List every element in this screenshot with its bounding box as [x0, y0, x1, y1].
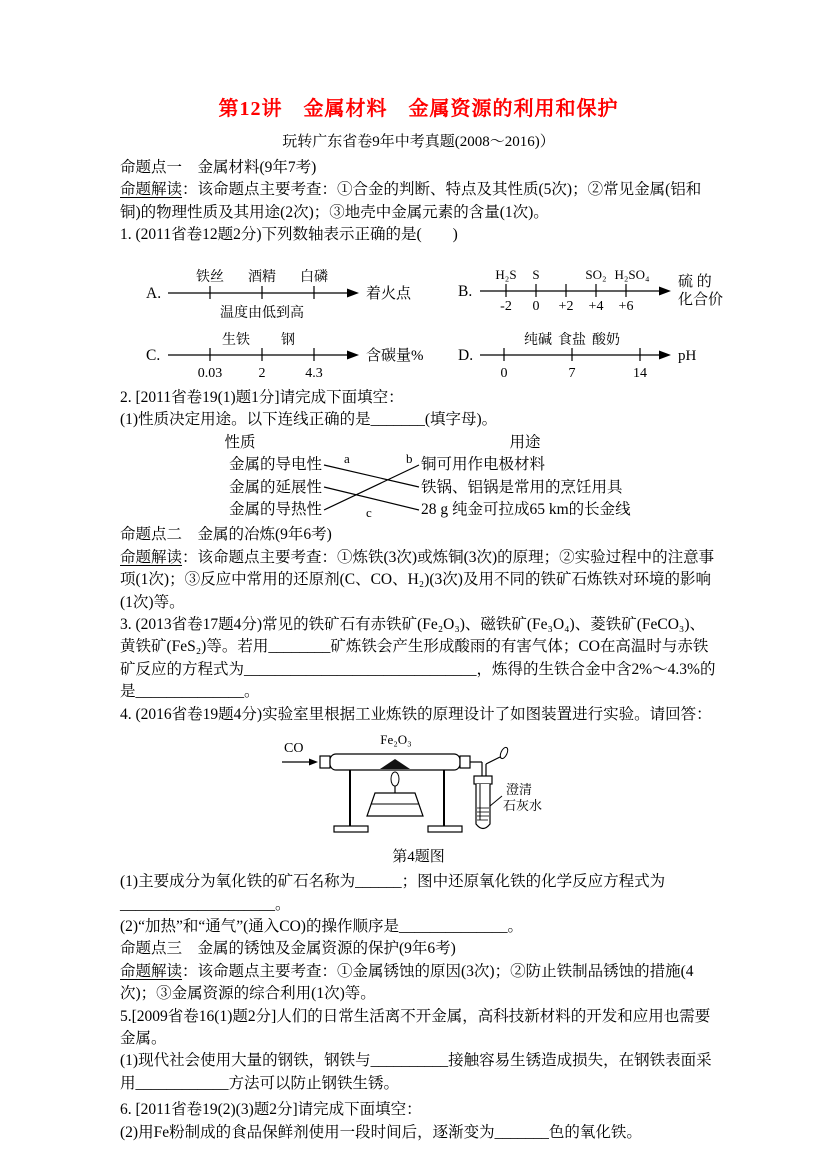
option-c-letter: C.: [146, 346, 161, 364]
tick-value: 0.03: [197, 365, 223, 381]
tick-label: 白磷: [300, 269, 328, 285]
analysis-text: ：该命题点主要考查：①金属锈蚀的原因(3次)；②防止铁制品锈蚀的措施(4次)；③金属资源的综合利用(1次)等。: [120, 962, 694, 1003]
gas-flow-arrowhead-icon: [309, 759, 318, 766]
property-item: 金属的导热性: [228, 501, 322, 519]
question-2-sub1: (1)性质决定用途。以下连线正确的是_______(填字母)。: [120, 411, 498, 429]
tick-label: 铁丝: [196, 269, 224, 285]
axis-arrow-icon: [347, 350, 359, 359]
property-item: 金属的导电性: [228, 456, 322, 474]
option-b-letter: B.: [458, 282, 473, 300]
limewater-label-line2: 石灰水: [502, 798, 542, 814]
numberline-option-c: [144, 325, 444, 385]
question-4-sub2: (2)“加热”和“通气”(通入CO)的操作顺序是______________。: [120, 917, 523, 935]
analysis-label: 命题解读: [120, 962, 183, 980]
segment-label: 生铁: [222, 332, 250, 348]
tick-value: +4: [588, 298, 604, 314]
axis-title: 着火点: [366, 285, 412, 302]
use-item: 28 g 纯金可拉成65 km的长金线: [421, 501, 631, 519]
question-2-stem: 2. [2011省卷19(1)题1分]请完成下面填空：: [120, 388, 404, 406]
property-item: 金属的延展性: [228, 478, 322, 496]
tick-value: 2: [258, 365, 266, 381]
segment-label: 钢: [281, 332, 295, 348]
section-heading-point2: 命题点二 金属的冶炼(9年6考): [120, 526, 332, 544]
match-line-b: [324, 465, 419, 510]
experiment-apparatus-figure: [276, 730, 562, 847]
matching-lines: [324, 451, 419, 522]
matching-header-right: 用途: [509, 434, 541, 452]
question-6-sub2: (2)用Fe粉制成的食品保鲜剂使用一段时间后，逐渐变为_______色的氧化铁。: [120, 1123, 642, 1141]
option-a-letter: A.: [146, 284, 162, 302]
tube-stopper-left: [320, 756, 330, 768]
tick-label: S: [532, 266, 540, 282]
tick-value: +6: [618, 298, 634, 314]
question-1-options: [144, 253, 724, 385]
tick-value: 7: [568, 365, 576, 381]
tick-value: 0: [532, 298, 540, 314]
question-4-sub1a: (1)主要成分为氧化铁的矿石名称为______；图中还原氧化铁的化学反应方程式为: [120, 873, 666, 891]
limewater-label-line1: 澄清: [505, 782, 532, 798]
question-1-stem: 1. (2011省卷12题2分)下列数轴表示正确的是( ): [120, 226, 458, 244]
tube-stopper-right: [460, 756, 470, 768]
exhaust-tube-bend: [486, 757, 500, 764]
question-5-sub1: (1)现代社会使用大量的钢铁，钢铁与__________接触容易生锈造成损失，在钢铁表面采用____________方法可以防止钢铁生锈。: [120, 1052, 712, 1092]
line-label-b: b: [406, 451, 413, 467]
tick-value: 0: [500, 365, 508, 381]
tick-label: H₂SO₄: [614, 266, 650, 282]
flame-icon: [391, 772, 399, 786]
analysis-label: 命题解读: [120, 548, 183, 566]
analysis-label: 命题解读: [120, 181, 183, 199]
line-label-a: a: [344, 451, 350, 467]
tick-label: 酒精: [248, 269, 276, 285]
matching-header: [156, 432, 701, 454]
axis-arrow-icon: [659, 286, 671, 295]
axis-title: pH: [678, 347, 697, 364]
numberline-option-a: [144, 253, 444, 323]
tick-value: 4.3: [305, 365, 323, 381]
section-heading-point3: 命题点三 金属的锈蚀及金属资源的保护(9年6考): [120, 940, 456, 958]
match-line-a: [324, 465, 419, 487]
test-tube: [476, 784, 490, 829]
numberline-option-d: [456, 325, 756, 385]
figure-caption: 第4题图: [392, 849, 445, 866]
question-3-text: 3. (2013省卷17题4分)常见的铁矿石有赤铁矿(Fe₂O₃)、磁铁矿(Fe₃O₄)、菱铁矿(FeCO₃)、黄铁矿(FeS₂)等。若用________矿炼铁会产生形成酸雨的有害气体；CO在高温时与赤铁矿反应的方程式为______________________________，炼得的生铁合金中含2%～4.3%的是______________。: [120, 616, 716, 701]
apparatus-diagram: [276, 730, 562, 842]
tick-value: +2: [558, 298, 574, 314]
axis-title-line2: 化合价: [678, 291, 724, 308]
segment-label: 食盐: [558, 332, 586, 348]
exhaust-flame-icon: [498, 746, 509, 759]
iron-oxide-label: Fe₂O₃: [379, 732, 412, 748]
matching-left-column: [156, 454, 324, 522]
page-title: 第12讲 金属材料 金属资源的利用和保护: [218, 98, 619, 120]
matching-header-left: 性质: [224, 434, 256, 452]
iron-stand-left-base: [334, 826, 368, 832]
segment-label: 酸奶: [592, 332, 620, 348]
tick-label: H₂S: [495, 266, 517, 282]
gas-label: CO: [283, 741, 303, 757]
axis-note: 温度由低到高: [220, 305, 304, 321]
question-6-stem: 6. [2011省卷19(2)(3)题2分]请完成下面填空：: [120, 1101, 422, 1119]
matching-right-column: [419, 454, 701, 522]
matching-diagram: [156, 432, 701, 522]
iron-stand-right-base: [428, 826, 462, 832]
tick-value: -2: [500, 298, 512, 314]
numberline-option-b: [456, 253, 756, 323]
test-tube-stopper: [474, 776, 492, 784]
use-item: 铁锅、铝锅是常用的烹饪用具: [421, 478, 623, 496]
tick-label: SO₂: [585, 266, 607, 282]
label-pointer: [490, 796, 502, 806]
question-5-stem: 5.[2009省卷16(1)题2分]人们的日常生活离不开金属，高科技新材料的开发和应用也需要金属。: [120, 1007, 711, 1047]
option-d-letter: D.: [458, 346, 474, 364]
section-heading-point1: 命题点一 金属材料(9年7考): [120, 159, 317, 176]
axis-title-line1: 硫 的: [678, 273, 712, 290]
analysis-point3: [120, 961, 717, 1006]
tick-value: 14: [633, 365, 647, 381]
segment-label: 纯碱: [524, 332, 552, 348]
analysis-text: ：该命题点主要考查：①合金的判断、特点及其性质(5次)；②常见金属(铝和铜)的物理性质及其用途(2次)；③地壳中金属元素的含量(1次)。: [120, 181, 702, 221]
question-4-sub1b: ____________________。: [120, 895, 291, 913]
line-label-c: c: [366, 505, 372, 521]
analysis-point1: [120, 179, 717, 224]
analysis-text: ：该命题点主要考查：①炼铁(3次)或炼铜(3次)的原理；②实验过程中的注意事项(1次)；③反应中常用的还原剂(C、CO、H₂)(3次)及用不同的铁矿石炼铁对环境的影响(1次)等。: [120, 548, 715, 611]
axis-arrow-icon: [659, 350, 671, 359]
analysis-point2: [120, 547, 717, 614]
question-4-stem: 4. (2016省卷19题4分)实验室里根据工业炼铁的原理设计了如图装置进行实验。请回答：: [120, 705, 712, 723]
page-subtitle: 玩转广东省卷9年中考真题(2008～2016)）: [282, 134, 555, 150]
axis-title: 含碳量%: [366, 347, 424, 364]
axis-arrow-icon: [347, 288, 359, 297]
use-item: 铜可用作电极材料: [421, 456, 546, 474]
